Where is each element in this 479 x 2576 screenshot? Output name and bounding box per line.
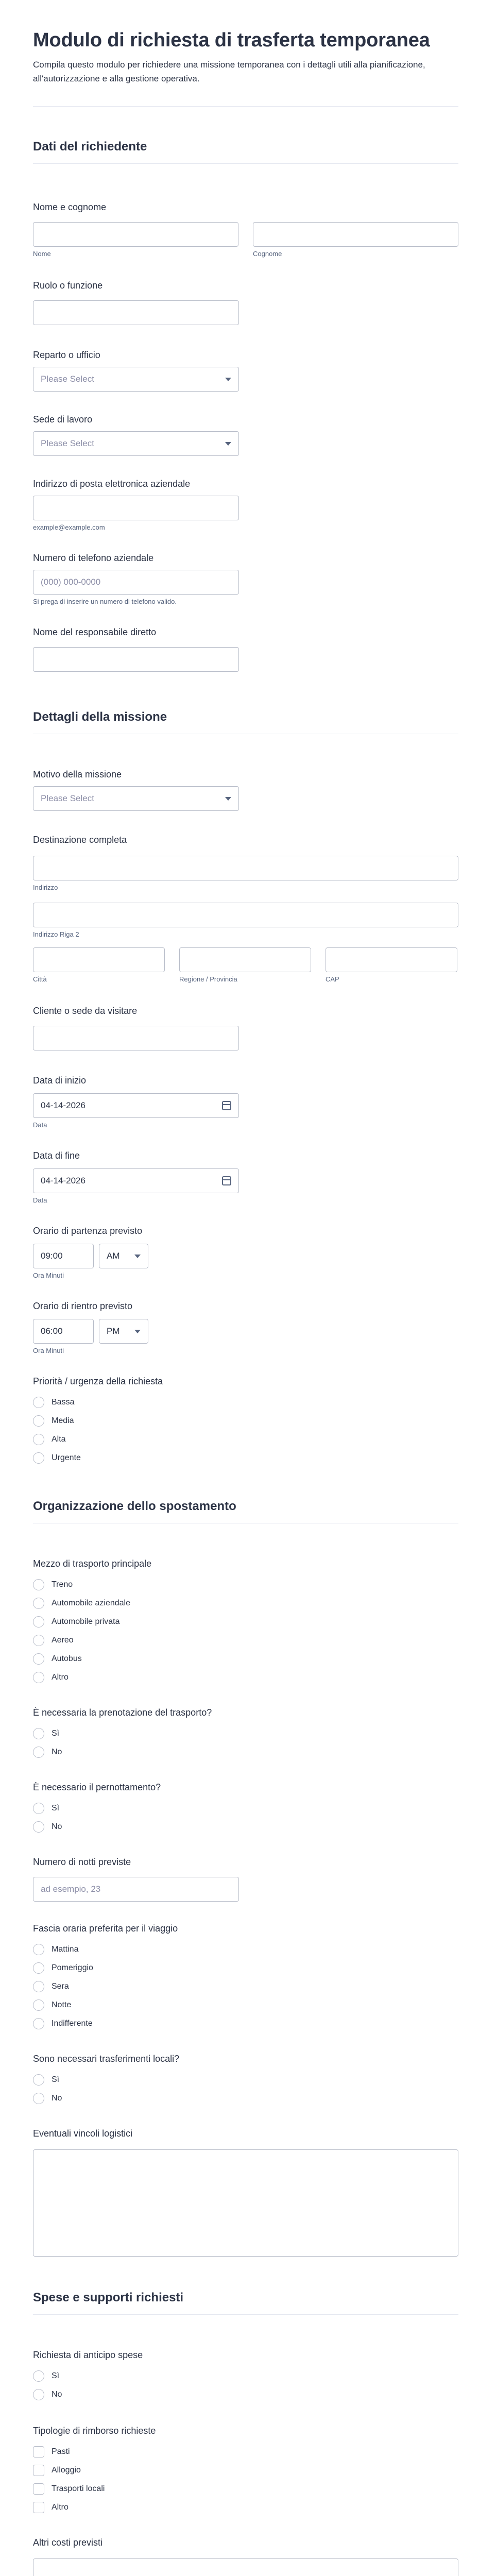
option-label: Notte xyxy=(52,2001,72,2009)
option-label: Altro xyxy=(52,2503,69,2512)
other-costs-textarea[interactable] xyxy=(33,2558,458,2576)
radio-circle[interactable] xyxy=(33,2389,44,2400)
end-date-label: Data di fine xyxy=(33,1150,80,1161)
departure-ampm-select[interactable] xyxy=(99,1244,148,1268)
province-sublabel: Regione / Provincia xyxy=(179,975,237,983)
section-expenses: Spese e supporti richiesti xyxy=(33,2291,458,2315)
form-description: Compila questo modulo per richiedere una missione temporanea con i dettagli utili alla pianificazione, all'autorizzazione e alla gestione operativa. xyxy=(33,60,425,83)
radio-circle[interactable] xyxy=(33,2074,44,2086)
last-name-sublabel: Cognome xyxy=(253,250,282,258)
transfer-group xyxy=(33,2071,458,2108)
site-label: Sede di lavoro xyxy=(33,414,93,425)
site-select[interactable] xyxy=(33,431,239,456)
option-label: Indifferente xyxy=(52,2019,93,2028)
site-placeholder: Please Select xyxy=(41,438,94,448)
radio-option[interactable] xyxy=(33,2385,458,2404)
department-select[interactable] xyxy=(33,367,239,392)
option-label: Automobile privata xyxy=(52,1617,120,1626)
email-input[interactable] xyxy=(33,496,239,520)
phone-sublabel: Si prega di inserire un numero di telefono valido. xyxy=(33,598,177,605)
advance-group xyxy=(33,2367,458,2404)
departure-time-value: 09:00 xyxy=(41,1251,63,1261)
phone-input[interactable] xyxy=(33,570,239,595)
radio-option[interactable] xyxy=(33,1996,458,2014)
reason-select[interactable] xyxy=(33,786,239,811)
option-label: No xyxy=(52,1748,62,1756)
slot-label: Fascia oraria preferita per il viaggio xyxy=(33,1923,178,1934)
checkbox[interactable] xyxy=(33,2465,44,2476)
departure-time-label: Orario di partenza previsto xyxy=(33,1226,143,1236)
overnight-label: È necessario il pernottamento? xyxy=(33,1782,161,1792)
radio-option[interactable] xyxy=(33,1940,458,1959)
departure-time-input[interactable] xyxy=(33,1244,94,1268)
radio-circle[interactable] xyxy=(33,1452,44,1464)
radio-circle[interactable] xyxy=(33,2018,44,2029)
radio-option[interactable] xyxy=(33,2071,458,2089)
address-line2-sublabel: Indirizzo Riga 2 xyxy=(33,930,79,938)
transport-group xyxy=(33,1575,458,1687)
checkbox[interactable] xyxy=(33,2483,44,2495)
option-label: Sì xyxy=(52,2075,60,2084)
checkbox-option[interactable] xyxy=(33,2498,458,2517)
overnight-group xyxy=(33,1799,458,1836)
radio-circle[interactable] xyxy=(33,1944,44,1955)
reason-label: Motivo della missione xyxy=(33,769,122,779)
nights-label: Numero di notti previste xyxy=(33,1857,131,1867)
first-name-sublabel: Nome xyxy=(33,250,51,258)
radio-circle[interactable] xyxy=(33,1821,44,1833)
nights-input[interactable] xyxy=(33,1877,239,1902)
booking-group xyxy=(33,1724,458,1761)
cap-sublabel: CAP xyxy=(326,975,339,983)
address-input[interactable] xyxy=(33,856,458,880)
priority-label: Priorità / urgenza della richiesta xyxy=(33,1376,163,1386)
radio-circle[interactable] xyxy=(33,1653,44,1665)
address-line2-input[interactable] xyxy=(33,903,458,927)
phone-placeholder: (000) 000-0000 xyxy=(41,577,101,587)
role-label: Ruolo o funzione xyxy=(33,280,103,291)
radio-option[interactable] xyxy=(33,1650,458,1668)
email-label: Indirizzo di posta elettronica aziendale xyxy=(33,479,191,489)
end-date-sublabel: Data xyxy=(33,1196,47,1204)
client-input[interactable] xyxy=(33,1026,239,1050)
option-label: Media xyxy=(52,1416,74,1425)
radio-circle[interactable] xyxy=(33,1415,44,1427)
first-name-input[interactable] xyxy=(33,222,238,247)
role-input[interactable] xyxy=(33,300,239,325)
return-time-input[interactable] xyxy=(33,1319,94,1344)
return-time-sublabel: Ora Minuti xyxy=(33,1347,64,1354)
option-label: Sì xyxy=(52,1729,60,1738)
option-label: Trasporti locali xyxy=(52,2484,105,2493)
option-label: Sì xyxy=(52,2371,60,2380)
option-label: Pomeriggio xyxy=(52,1963,93,1972)
option-label: Autobus xyxy=(52,1654,82,1663)
radio-option[interactable] xyxy=(33,1393,458,1412)
start-date-label: Data di inizio xyxy=(33,1075,87,1086)
radio-circle[interactable] xyxy=(33,2370,44,2382)
section-requester: Dati del richiedente xyxy=(33,140,458,164)
departure-time-sublabel: Ora Minuti xyxy=(33,1272,64,1279)
option-label: Treno xyxy=(52,1580,73,1589)
checkbox-option[interactable] xyxy=(33,2461,458,2480)
checkbox-option[interactable] xyxy=(33,2480,458,2498)
radio-circle[interactable] xyxy=(33,1962,44,1974)
start-date-sublabel: Data xyxy=(33,1121,47,1129)
radio-circle[interactable] xyxy=(33,1999,44,2011)
chevron-down-icon xyxy=(225,378,231,381)
transfer-label: Sono necessari trasferimenti locali? xyxy=(33,2054,180,2064)
radio-option[interactable] xyxy=(33,1799,458,1818)
option-label: Automobile aziendale xyxy=(52,1599,130,1607)
radio-option[interactable] xyxy=(33,1668,458,1687)
constraints-textarea[interactable] xyxy=(33,2149,458,2257)
radio-option[interactable] xyxy=(33,1631,458,1650)
radio-circle[interactable] xyxy=(33,2093,44,2104)
chevron-down-icon xyxy=(225,442,231,446)
section-travel: Organizzazione dello spostamento xyxy=(33,1499,458,1523)
departure-ampm-value: AM xyxy=(107,1251,120,1261)
end-date-input[interactable] xyxy=(33,1168,239,1193)
checkbox[interactable] xyxy=(33,2502,44,2513)
end-date-value: 04-14-2026 xyxy=(41,1176,85,1185)
option-label: Alta xyxy=(52,1435,66,1444)
chevron-down-icon xyxy=(225,797,231,801)
radio-option[interactable] xyxy=(33,2014,458,2033)
radio-circle[interactable] xyxy=(33,1728,44,1739)
option-label: No xyxy=(52,2094,62,2103)
radio-circle[interactable] xyxy=(33,1803,44,1814)
department-placeholder: Please Select xyxy=(41,374,94,384)
return-ampm-select[interactable] xyxy=(99,1319,148,1344)
radio-option[interactable] xyxy=(33,2367,458,2385)
return-time-label: Orario di rientro previsto xyxy=(33,1301,133,1311)
radio-circle[interactable] xyxy=(33,1672,44,1683)
radio-option[interactable] xyxy=(33,1818,458,1836)
calendar-icon[interactable] xyxy=(222,1176,231,1185)
city-input[interactable] xyxy=(33,947,165,972)
radio-option[interactable] xyxy=(33,1449,458,1467)
option-label: Sì xyxy=(52,1804,60,1812)
form-title: Modulo di richiesta di trasferta temporanea xyxy=(33,29,430,51)
option-label: Pasti xyxy=(52,2447,70,2456)
radio-circle[interactable] xyxy=(33,1747,44,1758)
radio-circle[interactable] xyxy=(33,1981,44,1992)
option-label: Alloggio xyxy=(52,2466,81,2475)
priority-group xyxy=(33,1393,458,1467)
advance-label: Richiesta di anticipo spese xyxy=(33,2350,143,2360)
slot-group xyxy=(33,1940,458,2033)
cap-input[interactable] xyxy=(326,947,457,972)
last-name-input[interactable] xyxy=(253,222,458,247)
transport-label: Mezzo di trasporto principale xyxy=(33,1558,152,1569)
radio-circle[interactable] xyxy=(33,1434,44,1445)
option-label: Sera xyxy=(52,1982,69,1991)
radio-option[interactable] xyxy=(33,1743,458,1761)
radio-option[interactable] xyxy=(33,1430,458,1449)
option-label: Aereo xyxy=(52,1636,74,1645)
address-sublabel: Indirizzo xyxy=(33,884,58,891)
radio-circle[interactable] xyxy=(33,1397,44,1408)
client-label: Cliente o sede da visitare xyxy=(33,1006,138,1016)
checkbox-option[interactable] xyxy=(33,2443,458,2461)
destination-label: Destinazione completa xyxy=(33,835,127,845)
form-header xyxy=(33,0,458,107)
chevron-down-icon xyxy=(134,1330,141,1333)
start-date-value: 04-14-2026 xyxy=(41,1100,85,1110)
department-label: Reparto o ufficio xyxy=(33,350,100,360)
option-label: Mattina xyxy=(52,1945,79,1954)
calendar-icon[interactable] xyxy=(222,1101,231,1110)
chevron-down-icon xyxy=(134,1255,141,1258)
name-label: Nome e cognome xyxy=(33,202,107,212)
start-date-input[interactable] xyxy=(33,1093,239,1118)
reimbursement-label: Tipologie di rimborso richieste xyxy=(33,2426,156,2436)
radio-option[interactable] xyxy=(33,1575,458,1594)
return-time-value: 06:00 xyxy=(41,1326,63,1336)
radio-circle[interactable] xyxy=(33,1616,44,1628)
manager-input[interactable] xyxy=(33,647,239,672)
booking-label: È necessaria la prenotazione del trasporto? xyxy=(33,1707,212,1718)
radio-option[interactable] xyxy=(33,2089,458,2108)
option-label: No xyxy=(52,1822,62,1831)
radio-option[interactable] xyxy=(33,1959,458,1977)
option-label: Urgente xyxy=(52,1453,81,1462)
radio-circle[interactable] xyxy=(33,1635,44,1646)
radio-option[interactable] xyxy=(33,1412,458,1430)
section-mission: Dettagli della missione xyxy=(33,710,458,734)
reason-placeholder: Please Select xyxy=(41,793,94,803)
other-costs-label: Altri costi previsti xyxy=(33,2537,103,2548)
phone-label: Numero di telefono aziendale xyxy=(33,553,154,563)
option-label: Bassa xyxy=(52,1398,75,1406)
radio-option[interactable] xyxy=(33,1594,458,1613)
checkbox[interactable] xyxy=(33,2446,44,2458)
city-sublabel: Città xyxy=(33,975,47,983)
radio-option[interactable] xyxy=(33,1613,458,1631)
radio-option[interactable] xyxy=(33,1977,458,1996)
manager-label: Nome del responsabile diretto xyxy=(33,627,157,637)
nights-placeholder: ad esempio, 23 xyxy=(41,1884,101,1894)
return-ampm-value: PM xyxy=(107,1326,120,1336)
option-label: No xyxy=(52,2390,62,2399)
radio-circle[interactable] xyxy=(33,1579,44,1590)
constraints-label: Eventuali vincoli logistici xyxy=(33,2128,133,2139)
province-input[interactable] xyxy=(179,947,311,972)
reimbursement-group xyxy=(33,2443,458,2517)
radio-circle[interactable] xyxy=(33,1598,44,1609)
email-sublabel: example@example.com xyxy=(33,523,105,531)
option-label: Altro xyxy=(52,1673,69,1682)
radio-option[interactable] xyxy=(33,1724,458,1743)
